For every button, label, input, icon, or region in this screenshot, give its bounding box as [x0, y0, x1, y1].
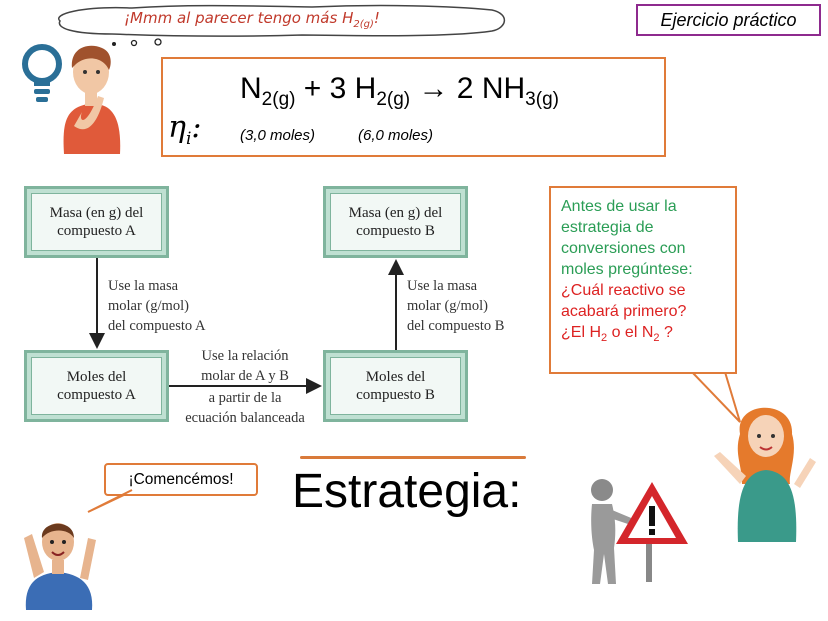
- box-mass-a: Masa (en g) del compuesto A: [24, 186, 169, 258]
- label-mole-ratio: Use la relación molar de A y B: [201, 348, 289, 384]
- eta-label: $\eta_i$:: [168, 110, 202, 149]
- box-moles-a: Moles del compuesto A: [24, 350, 169, 422]
- lets-start-bubble: ¡Comencémos!: [104, 463, 258, 496]
- label-balanced-eq: a partir de la ecuación balanceada: [185, 390, 305, 426]
- warning-figure-icon: [580, 474, 692, 586]
- exercise-tag: Ejercicio práctico: [636, 4, 821, 36]
- box-mass-b: Masa (en g) del compuesto B: [323, 186, 468, 258]
- moles-n2: (3,0 moles): [240, 127, 316, 144]
- label-molar-mass-b: Use la masa molar (g/mol) del compuesto B: [407, 278, 505, 334]
- label-molar-mass-a: Use la masa molar (g/mol) del compuesto A: [108, 278, 206, 334]
- box-moles-b: Moles del compuesto B: [323, 350, 468, 422]
- question-callout: Antes de usar la estrategia de conversiones con moles pregúntese: ¿Cuál reactivo se acabará primero? ¿El $H_2$ o el $N_2$ ?: [549, 186, 737, 374]
- thought-text: ¡Mmm al parecer tengo más $H_{2(g)}$!: [124, 9, 380, 30]
- moles-h2: (6,0 moles): [358, 127, 434, 144]
- strategy-title: Estrategia:: [292, 465, 522, 518]
- pointing-man-icon: [16, 508, 102, 610]
- chemical-equation: $N_{2(g)} + 3$ $H_{2(g)} \to 2$ $NH_{3(g)}$: [240, 72, 559, 110]
- pointing-woman-icon: [706, 394, 824, 542]
- title-underline: [300, 456, 526, 459]
